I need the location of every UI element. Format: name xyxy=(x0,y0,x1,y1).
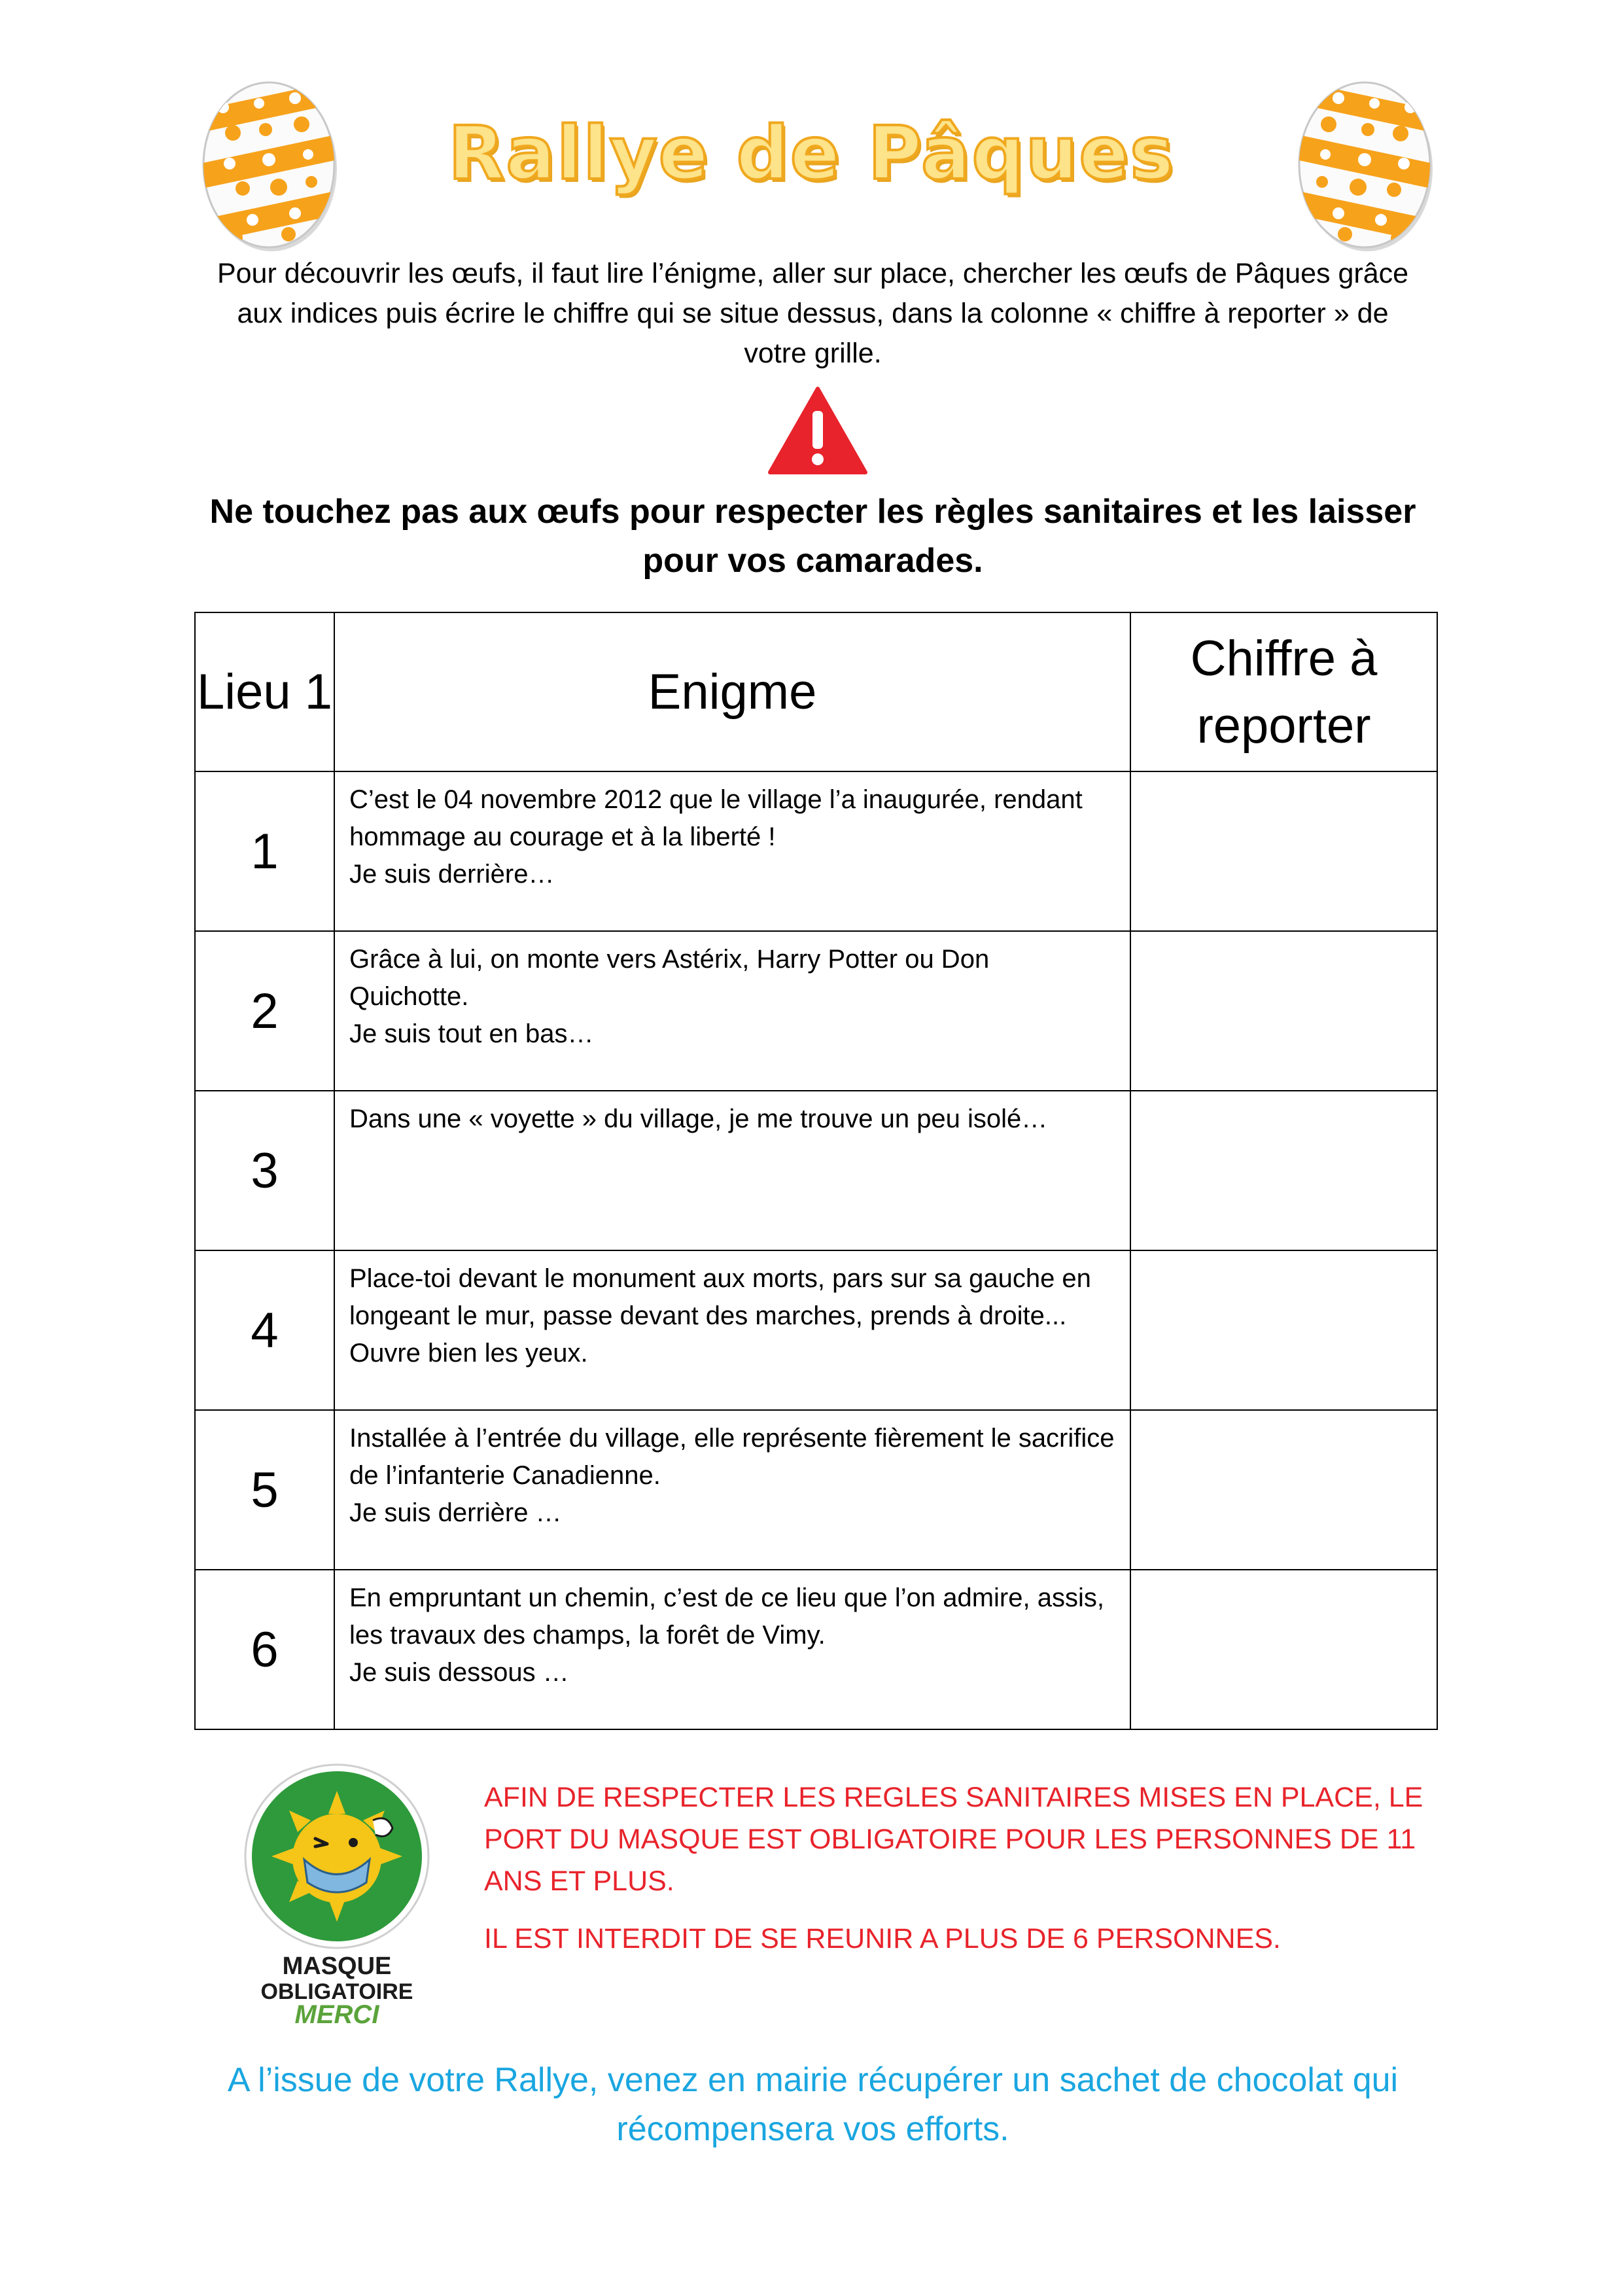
sanitary-rules xyxy=(484,1776,1439,1975)
table-row xyxy=(195,1570,1437,1729)
enigme-text: C’est le 04 novembre 2012 que le village l’a inaugurée, rendant hommage au courage et à la liberté ! Je suis derrière… xyxy=(349,785,1083,889)
table-row xyxy=(195,931,1437,1091)
chiffre-cell[interactable] xyxy=(1130,931,1437,1091)
lieu-number: 4 xyxy=(195,1250,334,1410)
enigme-text: Place-toi devant le monument aux morts, pars sur sa gauche en longeant le mur, passe devant des marches, prends à droite... Ouvre bien les yeux. xyxy=(349,1264,1091,1368)
enigme-cell xyxy=(334,1091,1130,1250)
table-row xyxy=(195,1250,1437,1410)
intro-paragraph: Pour découvrir les œufs, il faut lire l’énigme, aller sur place, chercher les œufs de Pâques grâce aux indices puis écrire le chiffre qui se situe dessus, dans la colonne « chiffre à reporter » de votre grille. xyxy=(217,258,1409,369)
table-header-row xyxy=(195,612,1437,771)
rule-gathering: IL EST INTERDIT DE SE REUNIR A PLUS DE 6 PERSONNES. xyxy=(484,1923,1281,1954)
enigme-text: Grâce à lui, on monte vers Astérix, Harry Potter ou Don Quichotte. Je suis tout en bas… xyxy=(349,945,990,1048)
chiffre-cell[interactable] xyxy=(1130,1091,1437,1250)
table-row xyxy=(195,1091,1437,1250)
enigme-cell xyxy=(334,931,1130,1091)
enigme-text: Dans une « voyette » du village, je me trouve un peu isolé… xyxy=(349,1104,1048,1133)
enigme-text: Installée à l’entrée du village, elle représente fièrement le sacrifice de l’infanterie Canadienne. Je suis derrière … xyxy=(349,1424,1115,1527)
enigme-cell xyxy=(334,1410,1130,1570)
hygiene-notice: Ne touchez pas aux œufs pour respecter les règles sanitaires et les laisser pour vos camarades. xyxy=(209,493,1416,580)
chiffre-cell[interactable] xyxy=(1130,1570,1437,1729)
lieu-number: 1 xyxy=(195,771,334,931)
rally-grid xyxy=(194,612,1438,1730)
mask-sun-icon xyxy=(242,1761,432,1951)
mask-mandatory-logo xyxy=(242,1761,432,2029)
logo-text-obligatoire: OBLIGATOIRE xyxy=(260,1979,413,2004)
header-lieu: Lieu 1 xyxy=(195,612,334,771)
warning-triangle-icon xyxy=(766,385,869,476)
table-row xyxy=(195,1410,1437,1570)
page-title: Rallye de Pâques xyxy=(448,111,1175,196)
logo-text-masque: MASQUE xyxy=(282,1952,392,1980)
lieu-number: 5 xyxy=(195,1410,334,1570)
reward-footer: A l’issue de votre Rallye, venez en mairie récupérer un sachet de chocolat qui récompensera vos efforts. xyxy=(227,2061,1399,2148)
enigme-text: En empruntant un chemin, c’est de ce lieu que l’on admire, assis, les travaux des champs, la forêt de Vimy. Je suis dessous … xyxy=(349,1583,1104,1687)
enigme-cell xyxy=(334,771,1130,931)
header-chiffre: Chiffre à reporter xyxy=(1130,612,1437,771)
chiffre-cell[interactable] xyxy=(1130,1410,1437,1570)
enigme-cell xyxy=(334,1250,1130,1410)
lieu-number: 6 xyxy=(195,1570,334,1729)
logo-text-merci: MERCI xyxy=(294,2000,379,2029)
lieu-number: 2 xyxy=(195,931,334,1091)
rule-mask: AFIN DE RESPECTER LES REGLES SANITAIRES MISES EN PLACE, LE PORT DU MASQUE EST OBLIGATOIRE POUR LES PERSONNES DE 11 ANS ET PLUS. xyxy=(484,1782,1423,1897)
table-row xyxy=(195,771,1437,931)
enigme-cell xyxy=(334,1570,1130,1729)
chiffre-cell[interactable] xyxy=(1130,1250,1437,1410)
chiffre-cell[interactable] xyxy=(1130,771,1437,931)
header-enigme: Enigme xyxy=(334,612,1130,771)
lieu-number: 3 xyxy=(195,1091,334,1250)
